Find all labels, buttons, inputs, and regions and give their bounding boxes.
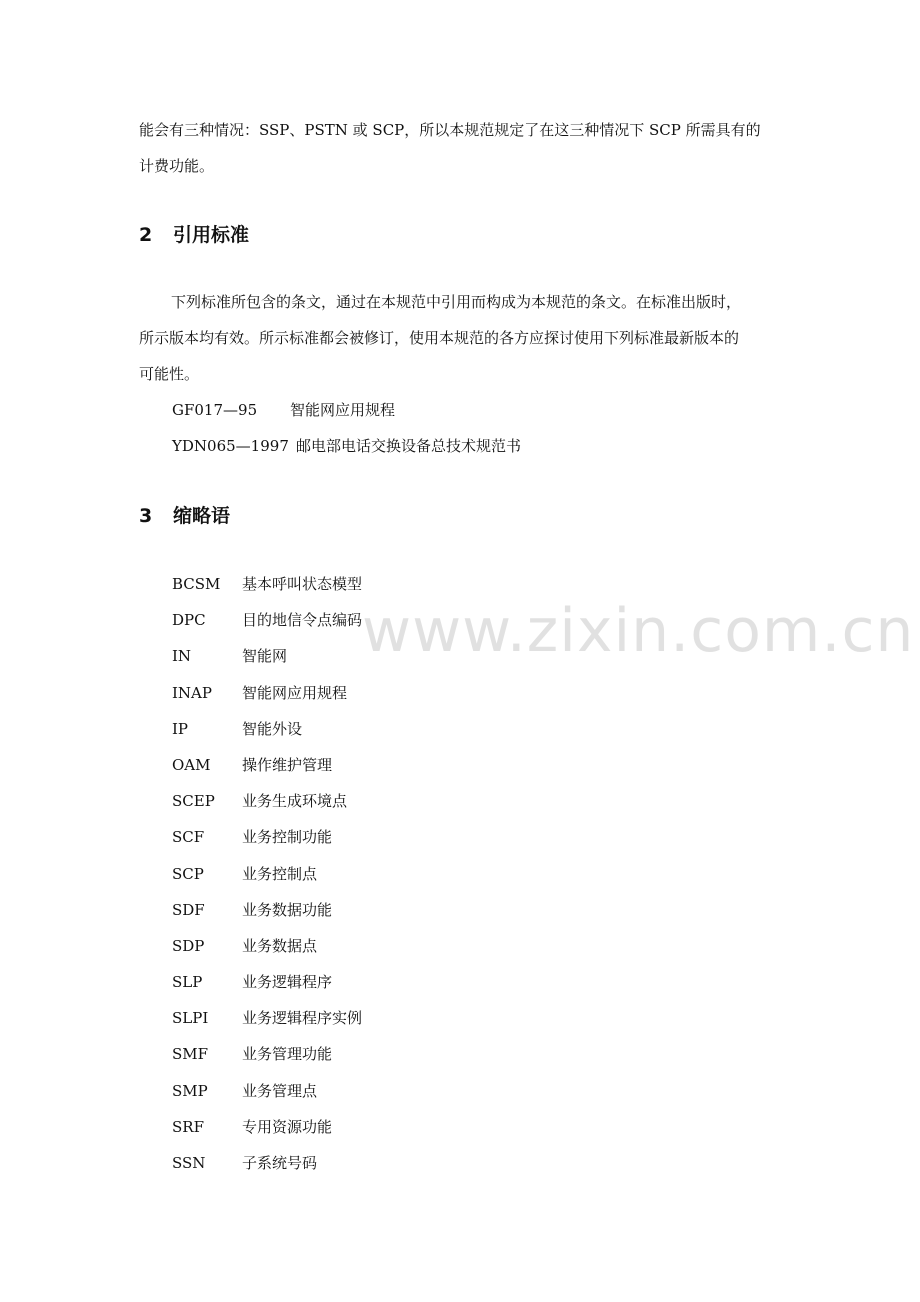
section-number: 3 — [139, 505, 153, 527]
intro-line: 计费功能。 — [139, 157, 215, 175]
abbreviation-code: SDP — [172, 936, 205, 955]
abbreviation-meaning: 业务数据点 — [242, 936, 318, 955]
reference-code: YDN065—1997 — [172, 437, 289, 455]
reference-item — [172, 432, 521, 460]
abbreviation-code: SMF — [172, 1045, 209, 1064]
section-title: 缩略语 — [173, 505, 231, 527]
abbreviation-meaning: 操作维护管理 — [242, 755, 333, 774]
abbreviation-row — [172, 856, 572, 892]
abbreviation-code: SLPI — [172, 1009, 209, 1028]
abbreviation-row — [172, 1145, 572, 1181]
abbreviation-row — [172, 783, 572, 819]
section-number: 2 — [139, 224, 153, 246]
abbreviation-code: IN — [172, 647, 192, 666]
abbreviation-row — [172, 1036, 572, 1072]
abbreviation-row — [172, 1000, 572, 1036]
abbreviation-code: SDF — [172, 900, 205, 919]
reference-title: 邮电部电话交换设备总技术规范书 — [296, 437, 522, 455]
abbreviation-row — [172, 928, 572, 964]
abbreviation-row — [172, 819, 572, 855]
references-paragraph — [139, 284, 784, 392]
section-title: 引用标准 — [173, 224, 250, 246]
abbreviation-row — [172, 747, 572, 783]
abbreviation-code: BCSM — [172, 575, 221, 593]
reference-item — [172, 396, 395, 424]
intro-paragraph — [139, 112, 784, 184]
abbreviation-row — [172, 892, 572, 928]
paragraph-line: 所示版本均有效。所示标准都会被修订，使用本规范的各方应探讨使用下列标准最新版本的 — [139, 329, 740, 347]
abbreviation-row — [172, 711, 572, 747]
abbreviation-code: DPC — [172, 611, 206, 630]
intro-line: 能会有三种情况：SSP、PSTN 或 SCP，所以本规范规定了在这三种情况下 SCP 所需具有的 — [139, 121, 761, 139]
paragraph-line: 可能性。 — [139, 365, 200, 383]
abbreviation-row — [172, 1073, 572, 1109]
abbreviation-meaning: 业务逻辑程序 — [242, 973, 333, 992]
abbreviation-meaning: 业务生成环境点 — [242, 792, 348, 811]
abbreviation-code: SMP — [172, 1081, 208, 1100]
abbreviation-code: SSN — [172, 1154, 206, 1172]
abbreviation-code: SLP — [172, 973, 203, 992]
abbreviation-meaning: 智能网 — [242, 647, 288, 666]
watermark: www.zixin.com.cn — [362, 596, 915, 666]
abbreviation-meaning: 业务管理功能 — [242, 1045, 333, 1064]
abbreviation-meaning: 智能外设 — [242, 719, 303, 738]
abbreviation-code: INAP — [172, 683, 212, 702]
abbreviation-meaning: 业务管理点 — [242, 1081, 318, 1100]
section-heading-3 — [139, 502, 230, 530]
abbreviation-meaning: 目的地信令点编码 — [242, 611, 363, 630]
abbreviation-meaning: 业务控制点 — [242, 864, 318, 883]
abbreviation-meaning: 业务控制功能 — [242, 828, 333, 847]
paragraph-line: 下列标准所包含的条文，通过在本规范中引用而构成为本规范的条文。在标准出版时， — [171, 293, 742, 311]
abbreviation-meaning: 业务逻辑程序实例 — [242, 1009, 363, 1028]
reference-title: 智能网应用规程 — [290, 401, 396, 419]
abbreviation-meaning: 基本呼叫状态模型 — [242, 575, 363, 593]
abbreviation-code: SCEP — [172, 792, 215, 811]
abbreviation-code: IP — [172, 719, 189, 738]
abbreviation-row — [172, 675, 572, 711]
abbreviation-meaning: 智能网应用规程 — [242, 683, 348, 702]
abbreviation-code: SCP — [172, 864, 204, 883]
abbreviation-row — [172, 964, 572, 1000]
abbreviation-code: SRF — [172, 1117, 204, 1136]
abbreviation-row — [172, 1109, 572, 1145]
section-heading-2 — [139, 221, 249, 249]
abbreviation-code: SCF — [172, 828, 205, 847]
abbreviation-meaning: 专用资源功能 — [242, 1117, 333, 1136]
reference-code: GF017—95 — [172, 401, 258, 419]
abbreviation-meaning: 业务数据功能 — [242, 900, 333, 919]
abbreviation-meaning: 子系统号码 — [242, 1154, 318, 1172]
abbreviation-code: OAM — [172, 755, 211, 774]
